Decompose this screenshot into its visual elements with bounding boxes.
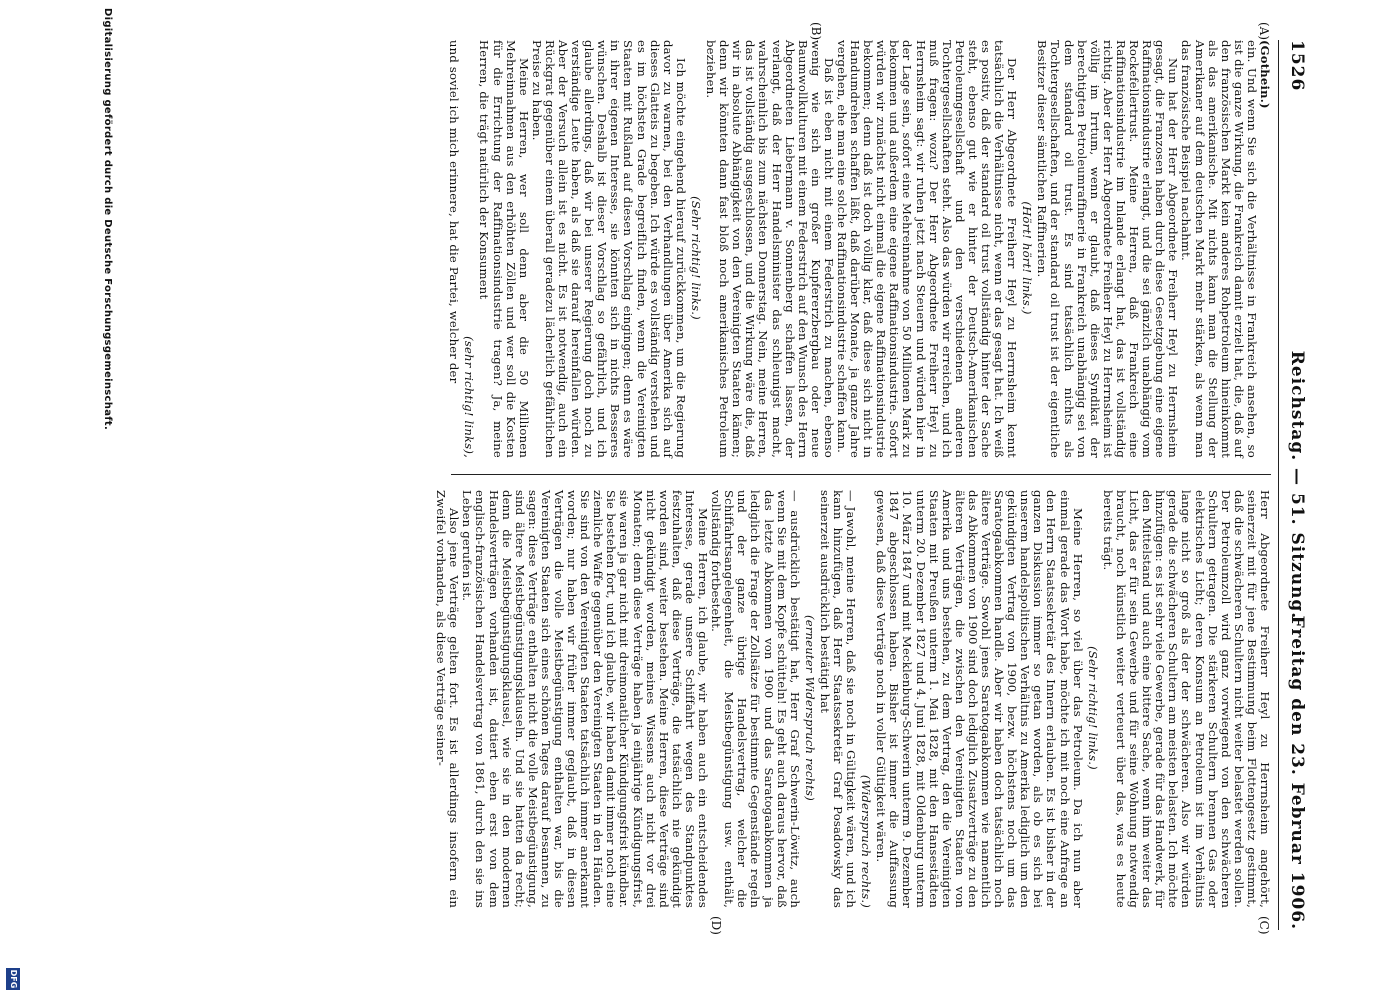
paragraph: — Jawohl, meine Herren, daß sie noch in Gültigkeit wären, und ich kann hinzufügen, daß Herr Staatssekretär Graf Posadowsky das seinerzeit ausdrücklich bestätigt hat [817,490,859,908]
paragraph: Ich möchte eingehend hierauf zurückkommen, um die Regierung davor zu warnen, bei den Verhandlungen über Amerika sich auf dieses Glatteis zu begeben. Ich würde es vollständig verstehen und es im höchsten Grade begreiflich finden, wenn die Vereinigten Staaten mit Rußland auf diesen Vorschlag eingingen; denn es wäre in ihrer eigenen Interesse, sie könnten sich in nichts Besseres wünschen. Deshalb ist dieser Vorschlag so gefährlich, und ich glaube allerdings, daß wir bei unserer Regierung doch noch zu verständige Leute haben, als daß sie darauf hereinfallen würden. Aber der Versuch allein ist es nicht. Es ist notwendig, auch ein Rückgrat gegenüber einem überall geradezu lächerlich gefährlichen Preise zu haben. [529,40,688,458]
page-number: 1526 [1287,40,1307,92]
interjection: (Sehr richtig! links.) [1085,646,1100,770]
digitization-note: Digitalisierung gefördert durch die Deutsche Forschungsgemeinschaft. [102,8,113,431]
right-column [434,490,1272,908]
interjection: (Widerspruch rechts.) [859,774,874,908]
paragraph: Meine Herren, ich glaube, wir haben auch ein entscheidendes Interesse, gerade unsere Schiffahrt wegen des Standpunktes festzuhalten, daß diese Verträge, die tatsächlich nie gekündigt worden sind, weiter bestehen. Meine Herren, diese Verträge sind nicht gekündigt worden, meines Wissens auch nicht vor drei Monaten; denn diese Verträge haben ja einjährige Kündigungsfrist, sie waren ja gar nicht mit dreimonatlicher Kündigungsfrist kündbar. Sie bestehen fort, und ich glaube, wir haben damit immer noch eine ziemliche Waffe gegenüber den Vereinigten Staaten in den Händen. Sie sind von den Vereinigten Staaten tatsächlich immer anerkannt worden; nur haben wir früher immer geglaubt, daß in diesen Verträgen die volle Meistbegünstigung enthalten war, bis die Vereinigten Staaten sich eines schönen Tages darauf besannen, zu sagen: diese Verträge enthalten nicht die volle Meistbegünstigung, sind ältere Meistbegünstigungsklauseln. Und sie hatten da recht; denn die Meistbegünstigungsklausel, wie sie in den modernen Handelsverträgen vorhanden ist, datiert eben erst von dem englisch-französischen Handelsvertrag von 1861, durch den sie ins Leben gerufen ist. [460,490,711,908]
dfg-logo-icon: DFG [6,968,20,990]
paragraph: Daß ist eben nicht mit einem Federstrich zu machen, ebenso wenig wie sich ein großer Kupfererzbergbau oder neue Baumwollkulturen mit einem Federstrich auf den Wunsch des Herrn Abgeordneten Liebermann v. Sonnenberg schaffen lassen, der verlangt, daß der Herr Handelsminister das schleunigst macht, wahrscheinlich bis zum nächsten Donnerstag. Nein, meine Herren, das ist vollständig ausgeschlossen, und die Wirkung wäre die, daß wir in absolute Abhängigkeit von den Vereinigten Staaten kämen; denn wir könnten dann fast bloß noch amerikanisches Petroleum beziehen. [704,40,836,458]
page-header [1277,40,1307,930]
paragraph: — ausdrücklich bestätigt hat, Herr Graf Schwerin-Löwitz, auch wenn Sie mit dem Kopfe schütteln! Es geht auch daraus hervor, daß das letzte Abkommen von 1900 und das Saratogaabkommen ja lediglich die Frage der Zollsätze für bestimmte Gegenstände regeln und der ganze übrige Handelsvertrag, welcher die Schiffahrtsangelegenheit, die Meistbegünstigung usw. enthält, vollständig fortbesteht. [709,490,802,908]
paragraph: Meine Herren, wer soll denn aber die 50 Millionen Mehreinnahmen aus den erhöhten Zöllen und wer soll die Kosten für die Errichtung der Raffinationsindustrie tragen? Ja, meine Herren, die trägt natürlich der Konsument [477,40,531,458]
interjection: (Hört! hört! links.) [1020,201,1035,315]
margin-marker-a: (A) [1257,22,1271,41]
margin-marker-b: (B) [809,22,823,41]
paragraph: Herr Abgeordnete Freiherr Heyl zu Herrnsheim angehört, seinerzeit mit für jene Bestimmung beim Flottengesetz gestimmt, daß die schwächeren Schultern nicht weiter belastet werden sollen. Der Petroleumzoll wird ganz vorwiegend von den schwächeren Schultern getragen. Die stärkeren Schultern brennen Gas oder elektrisches Licht; deren Konsum an Petroleum ist im Verhältnis lange nicht so groß als der der schwächeren. Also wir würden gerade die schwächeren Schultern am meisten belasten. Ich möchte hinzufügen: es ist sehr viele Gewerbe, gerade für das Handwerk, für den Mittelstand und auch eine bittere Sache, wenn ihm weiter das Licht, das er für sein Gewerbe und für seine Wohnung notwendig braucht, noch künstlich weiter verteuert über das, was es heute bereits trägt. [1100,490,1272,908]
interjection: (Sehr richtig! links.) [688,196,703,320]
paragraph: Also jene Verträge gelten fort. Es ist allerdings insofern ein Zweifel vorhanden, als diese Verträge seiner- [434,490,462,908]
margin-marker-d: (D) [709,916,723,935]
header-rule [1278,40,1279,930]
session-date: Freitag den 23. Februar 1906. [1287,615,1307,930]
paragraph: ein. Und wenn Sie sich die Verhältnisse in Frankreich ansehen, so ist die ganze Wirkung, die Frankreich damit erzielt hat, die, daß auf den französischen Markt kein anderes Rohpetroleum hineinkommt als das amerikanische. Mit nichts kann man die Stellung der Amerikaner auf dem deutschen Markt mehr stärken, als wenn man das französische Beispiel nachahmt. [1179,40,1259,458]
speaker-name: (Gothein.) [1258,40,1272,109]
paragraph: und soviel ich mich erinnere, hat die Partei, welcher der [447,40,462,384]
margin-marker-c: (C) [1257,916,1271,935]
paragraph: Nun hat der Herr Abgeordnete Freiherr Heyl zu Herrnsheim gesagt, die Franzosen haben durch diese Gesetzgebung eine eigene Raffinationsindustrie erlangt, und die sei gänzlich unabhängig vom Rockefellertrust. Meine Herren, daß Frankreich eine Raffinationsindustrie im Inlande erlangt hat, das ist vollständig richtig. Aber der Herr Abgeordnete Freiherr Heyl zu Herrnsheim ist völlig im Irrtum, wenn er glaubt, daß dieses Syndikat der berechtigten Petroleumraffinerie in Frankreich unabhängig sei von dem standard oil trust. Es sind tatsächlich nichts als Tochtergesellschaften, und der standard oil trust ist der eigentliche Besitzer dieser sämtlichen Raffinerien. [1035,40,1181,458]
left-column [447,40,1272,458]
interjection: (erneuter Widerspruch rechts) [802,614,817,802]
paragraph: Der Herr Abgeordnete Freiherr Heyl zu Herrnsheim kennt tatsächlich die Verhältnisse nicht, wenn er das gesagt hat. Ich weiß es positiv, daß der standard oil trust vollständig hinter der Sache steht, ebenso gut wie er hinter der Deutsch-Amerikanischen Petroleumgesellschaft und den verschiedenen anderen Tochtergesellschaften steht. Also das würden wir erreichen, und ich muß fragen: wozu? Der Herr Abgeordnete Freiherr Heyl zu Herrnsheim sagt: wir ruhen jetzt nach Steuern und würden hier in der Lage sein, sofort eine Mehreinnahme von 50 Millionen Mark zu bekommen und außerdem eine eigene Raffinationsindustrie. Sofort würden wir zunächst nicht einmal die eigene Raffinationsindustrie bekommen; denn daß ist doch völlig klar, daß diese sich nicht in Handumdrehen schaffen läßt, daß darüber Monate, ja ganze Jahre vergehen, ehe man eine solche Raffinationsindustrie schaffen kann. [835,40,1020,458]
interjection: (sehr richtig! links), [462,336,477,458]
page-title: Reichstag. — 51. Sitzung. [1287,350,1307,620]
paragraph: Meine Herren, so viel über das Petroleum. Da ich nun aber einmal gerade das Wort habe, möchte ich mit noch eine Anfrage an den Herrn Staatssekretär des Innern erlauben. Es ist bisher in der ganzen Diskussion immer so getan worden, als ob es sich bei unserem handelspolitischen Verhältnis zu Amerika lediglich um den gekündigten Vertrag von 1900, bezw. höchstens noch um das Saratogaabkommen handle. Aber wir haben doch tatsächlich noch ältere Verträge. Sowohl jenes Saratogaabkommen wie namentlich das Abkommen von 1900 sind doch lediglich Zusatzverträge zu den älteren Verträgen, die zwischen den Vereinigten Staaten von Amerika und uns bestehen, zu dem Vertrag, den die Vereinigten Staaten mit Preußen unterm 1. Mai 1828, mit den Hansestädten unterm 20. Dezember 1827 und 4. Juni 1828, mit Oldenburg unterm 10. März 1847 und mit Mecklenburg-Schwerin unterm 9. Dezember 1847 abgeschlossen haben. Bisher ist immer die Auffassung gewesen, daß diese Verträge noch in voller Gültigkeit wären. [874,490,1085,908]
column-divider [451,474,1271,475]
